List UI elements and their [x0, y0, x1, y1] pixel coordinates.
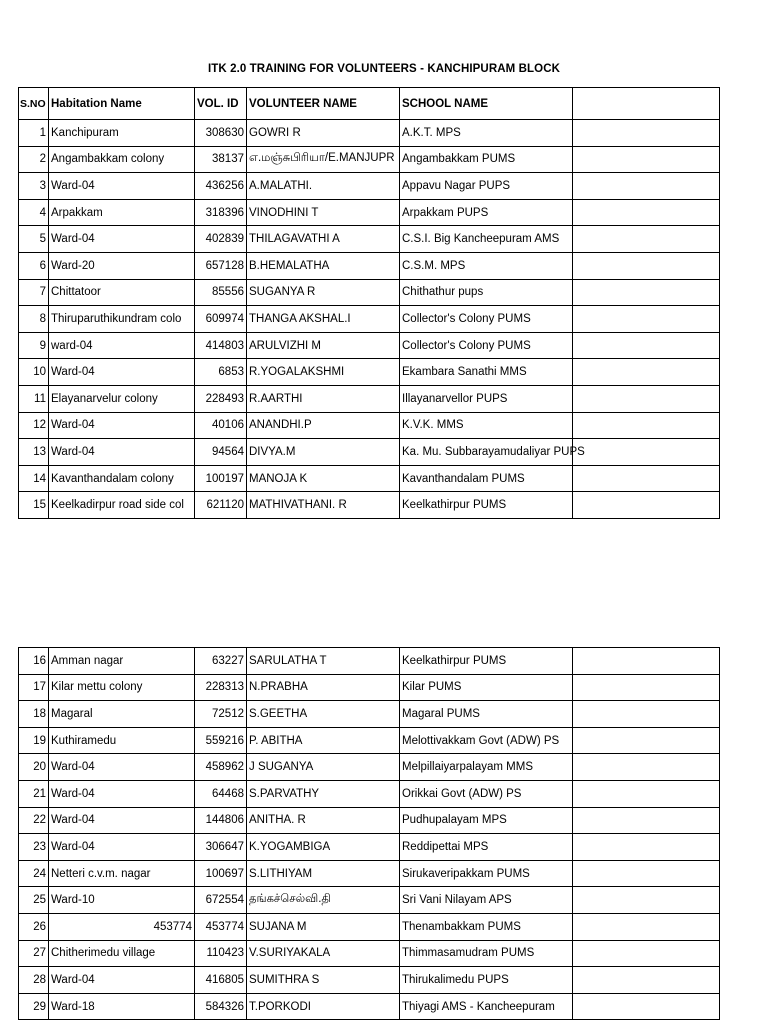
cell-extra	[573, 359, 720, 386]
cell-habitation: Kavanthandalam colony	[49, 465, 195, 492]
cell-habitation: Amman nagar	[49, 648, 195, 675]
cell-school-name: Magaral PUMS	[400, 701, 573, 728]
cell-vol-id: 100697	[195, 860, 247, 887]
cell-school-name: Thiyagi AMS - Kancheepuram	[400, 993, 573, 1020]
table-row	[19, 887, 720, 914]
cell-school-name: Thenambakkam PUMS	[400, 913, 573, 940]
cell-vol-id: 100197	[195, 465, 247, 492]
cell-volunteer-name: S.GEETHA	[247, 701, 400, 728]
header-sno: S.NO	[19, 88, 49, 120]
cell-volunteer-name: S.LITHIYAM	[247, 860, 400, 887]
cell-school-name: Kavanthandalam PUMS	[400, 465, 573, 492]
cell-habitation: 453774	[49, 913, 195, 940]
cell-school-name: Sri Vani Nilayam APS	[400, 887, 573, 914]
cell-vol-id: 38137	[195, 146, 247, 173]
table-row	[19, 807, 720, 834]
table-row	[19, 834, 720, 861]
cell-extra	[573, 385, 720, 412]
header-extra	[573, 88, 720, 120]
cell-extra	[573, 807, 720, 834]
cell-habitation: Thiruparuthikundram colo	[49, 306, 195, 333]
table-row	[19, 940, 720, 967]
cell-vol-id: 110423	[195, 940, 247, 967]
cell-volunteer-name: THILAGAVATHI A	[247, 226, 400, 253]
cell-school-name: Keelkathirpur PUMS	[400, 648, 573, 675]
cell-vol-id: 436256	[195, 173, 247, 200]
cell-habitation: Netteri c.v.m. nagar	[49, 860, 195, 887]
table-row	[19, 252, 720, 279]
cell-sno: 25	[19, 887, 49, 914]
cell-vol-id: 306647	[195, 834, 247, 861]
cell-vol-id: 402839	[195, 226, 247, 253]
cell-sno: 3	[19, 173, 49, 200]
table-header-row	[19, 88, 720, 120]
cell-sno: 29	[19, 993, 49, 1020]
table-row	[19, 993, 720, 1020]
cell-habitation: Chittatoor	[49, 279, 195, 306]
cell-extra	[573, 226, 720, 253]
cell-volunteer-name: SUGANYA R	[247, 279, 400, 306]
cell-sno: 24	[19, 860, 49, 887]
cell-vol-id: 64468	[195, 780, 247, 807]
cell-sno: 4	[19, 199, 49, 226]
table-row	[19, 226, 720, 253]
cell-volunteer-name: DIVYA.M	[247, 439, 400, 466]
cell-school-name: Collector's Colony PUMS	[400, 306, 573, 333]
cell-extra	[573, 412, 720, 439]
cell-school-name: Reddipettai MPS	[400, 834, 573, 861]
header-volunteer-name: VOLUNTEER NAME	[247, 88, 400, 120]
cell-sno: 18	[19, 701, 49, 728]
cell-school-name: Collector's Colony PUMS	[400, 332, 573, 359]
table-row	[19, 492, 720, 519]
cell-sno: 2	[19, 146, 49, 173]
cell-habitation: Ward-04	[49, 754, 195, 781]
table-row	[19, 146, 720, 173]
cell-sno: 27	[19, 940, 49, 967]
table-row	[19, 780, 720, 807]
cell-vol-id: 318396	[195, 199, 247, 226]
cell-extra	[573, 332, 720, 359]
cell-school-name: C.S.I. Big Kancheepuram AMS	[400, 226, 573, 253]
cell-vol-id: 228313	[195, 674, 247, 701]
cell-volunteer-name: MATHIVATHANI. R	[247, 492, 400, 519]
cell-sno: 20	[19, 754, 49, 781]
table-row	[19, 674, 720, 701]
table-row	[19, 727, 720, 754]
cell-school-name: Ekambara Sanathi MMS	[400, 359, 573, 386]
table-row	[19, 913, 720, 940]
cell-school-name: Keelkathirpur PUMS	[400, 492, 573, 519]
cell-habitation: Kuthiramedu	[49, 727, 195, 754]
cell-extra	[573, 492, 720, 519]
cell-vol-id: 85556	[195, 279, 247, 306]
cell-vol-id: 40106	[195, 412, 247, 439]
cell-volunteer-name: A.MALATHI.	[247, 173, 400, 200]
cell-sno: 13	[19, 439, 49, 466]
cell-vol-id: 416805	[195, 967, 247, 994]
cell-volunteer-name: SARULATHA T	[247, 648, 400, 675]
table-row	[19, 439, 720, 466]
table-row	[19, 173, 720, 200]
cell-sno: 1	[19, 120, 49, 147]
cell-volunteer-name: R.YOGALAKSHMI	[247, 359, 400, 386]
cell-sno: 8	[19, 306, 49, 333]
cell-habitation: Ward-04	[49, 967, 195, 994]
cell-habitation: Arpakkam	[49, 199, 195, 226]
volunteer-table-1	[18, 87, 720, 519]
cell-school-name: Pudhupalayam MPS	[400, 807, 573, 834]
cell-habitation: Keelkadirpur road side col	[49, 492, 195, 519]
cell-sno: 5	[19, 226, 49, 253]
cell-school-name: Melottivakkam Govt (ADW) PS	[400, 727, 573, 754]
page-title: ITK 2.0 TRAINING FOR VOLUNTEERS - KANCHIPURAM BLOCK	[207, 63, 561, 75]
table-row	[19, 412, 720, 439]
table-row	[19, 279, 720, 306]
cell-sno: 28	[19, 967, 49, 994]
cell-vol-id: 144806	[195, 807, 247, 834]
cell-habitation: Ward-04	[49, 412, 195, 439]
cell-school-name: K.V.K. MMS	[400, 412, 573, 439]
cell-habitation: Ward-04	[49, 173, 195, 200]
cell-habitation: Ward-04	[49, 834, 195, 861]
cell-habitation: Angambakkam colony	[49, 146, 195, 173]
cell-school-name: Thimmasamudram PUMS	[400, 940, 573, 967]
cell-school-name: Ka. Mu. Subbarayamudaliyar PUPS	[400, 439, 573, 466]
cell-school-name: Thirukalimedu PUPS	[400, 967, 573, 994]
cell-volunteer-name: J SUGANYA	[247, 754, 400, 781]
table-row	[19, 648, 720, 675]
cell-vol-id: 559216	[195, 727, 247, 754]
cell-vol-id: 228493	[195, 385, 247, 412]
cell-volunteer-name: S.PARVATHY	[247, 780, 400, 807]
volunteer-table-2	[18, 647, 720, 1020]
cell-volunteer-name: VINODHINI T	[247, 199, 400, 226]
cell-extra	[573, 967, 720, 994]
cell-school-name: Kilar PUMS	[400, 674, 573, 701]
cell-volunteer-name: B.HEMALATHA	[247, 252, 400, 279]
cell-volunteer-name: ANANDHI.P	[247, 412, 400, 439]
cell-sno: 6	[19, 252, 49, 279]
cell-habitation: Magaral	[49, 701, 195, 728]
cell-extra	[573, 279, 720, 306]
cell-extra	[573, 860, 720, 887]
cell-vol-id: 458962	[195, 754, 247, 781]
cell-habitation: Ward-18	[49, 993, 195, 1020]
table-row	[19, 120, 720, 147]
cell-sno: 22	[19, 807, 49, 834]
cell-sno: 7	[19, 279, 49, 306]
cell-volunteer-name: P. ABITHA	[247, 727, 400, 754]
cell-extra	[573, 439, 720, 466]
cell-volunteer-name: MANOJA K	[247, 465, 400, 492]
cell-sno: 15	[19, 492, 49, 519]
cell-volunteer-name: SUJANA M	[247, 913, 400, 940]
cell-extra	[573, 754, 720, 781]
cell-volunteer-name: எ.மஞ்சுபிரியா/E.MANJUPR	[247, 146, 400, 173]
cell-school-name: A.K.T. MPS	[400, 120, 573, 147]
cell-school-name: Chithathur pups	[400, 279, 573, 306]
cell-extra	[573, 780, 720, 807]
cell-sno: 23	[19, 834, 49, 861]
cell-volunteer-name: THANGA AKSHAL.I	[247, 306, 400, 333]
cell-sno: 26	[19, 913, 49, 940]
cell-volunteer-name: K.YOGAMBIGA	[247, 834, 400, 861]
cell-extra	[573, 120, 720, 147]
cell-habitation: Ward-04	[49, 226, 195, 253]
cell-habitation: Ward-04	[49, 807, 195, 834]
cell-sno: 9	[19, 332, 49, 359]
cell-vol-id: 657128	[195, 252, 247, 279]
cell-extra	[573, 648, 720, 675]
cell-vol-id: 584326	[195, 993, 247, 1020]
cell-extra	[573, 674, 720, 701]
cell-extra	[573, 465, 720, 492]
cell-sno: 14	[19, 465, 49, 492]
cell-volunteer-name: ANITHA. R	[247, 807, 400, 834]
cell-school-name: Arpakkam PUPS	[400, 199, 573, 226]
cell-sno: 16	[19, 648, 49, 675]
cell-volunteer-name: R.AARTHI	[247, 385, 400, 412]
table-row	[19, 332, 720, 359]
cell-habitation: Ward-04	[49, 439, 195, 466]
cell-vol-id: 609974	[195, 306, 247, 333]
cell-habitation: ward-04	[49, 332, 195, 359]
cell-extra	[573, 173, 720, 200]
cell-sno: 19	[19, 727, 49, 754]
cell-extra	[573, 913, 720, 940]
cell-vol-id: 94564	[195, 439, 247, 466]
cell-sno: 17	[19, 674, 49, 701]
cell-vol-id: 621120	[195, 492, 247, 519]
cell-school-name: Appavu Nagar PUPS	[400, 173, 573, 200]
cell-extra	[573, 701, 720, 728]
cell-habitation: Chitherimedu village	[49, 940, 195, 967]
cell-school-name: Orikkai Govt (ADW) PS	[400, 780, 573, 807]
cell-extra	[573, 940, 720, 967]
cell-vol-id: 72512	[195, 701, 247, 728]
cell-extra	[573, 993, 720, 1020]
cell-volunteer-name: ARULVIZHI M	[247, 332, 400, 359]
cell-extra	[573, 252, 720, 279]
cell-habitation: Ward-04	[49, 359, 195, 386]
cell-sno: 12	[19, 412, 49, 439]
cell-habitation: Elayanarvelur colony	[49, 385, 195, 412]
table-row	[19, 385, 720, 412]
table-row	[19, 199, 720, 226]
cell-school-name: C.S.M. MPS	[400, 252, 573, 279]
cell-school-name: Melpillaiyarpalayam MMS	[400, 754, 573, 781]
cell-volunteer-name: N.PRABHA	[247, 674, 400, 701]
cell-vol-id: 308630	[195, 120, 247, 147]
table-row	[19, 465, 720, 492]
cell-vol-id: 63227	[195, 648, 247, 675]
cell-vol-id: 6853	[195, 359, 247, 386]
cell-extra	[573, 146, 720, 173]
cell-volunteer-name: SUMITHRA S	[247, 967, 400, 994]
cell-vol-id: 672554	[195, 887, 247, 914]
cell-habitation: Ward-10	[49, 887, 195, 914]
cell-sno: 21	[19, 780, 49, 807]
cell-volunteer-name: V.SURIYAKALA	[247, 940, 400, 967]
cell-vol-id: 453774	[195, 913, 247, 940]
header-vol-id: VOL. ID	[195, 88, 247, 120]
table-row	[19, 701, 720, 728]
cell-extra	[573, 199, 720, 226]
table-row	[19, 860, 720, 887]
cell-school-name: Illayanarvellor PUPS	[400, 385, 573, 412]
cell-extra	[573, 887, 720, 914]
table-row	[19, 306, 720, 333]
header-school-name: SCHOOL NAME	[400, 88, 573, 120]
cell-extra	[573, 727, 720, 754]
cell-habitation: Kanchipuram	[49, 120, 195, 147]
cell-sno: 10	[19, 359, 49, 386]
cell-habitation: Ward-20	[49, 252, 195, 279]
cell-volunteer-name: T.PORKODI	[247, 993, 400, 1020]
table-row	[19, 754, 720, 781]
header-habitation: Habitation Name	[49, 88, 195, 120]
cell-habitation: Kilar mettu colony	[49, 674, 195, 701]
cell-sno: 11	[19, 385, 49, 412]
table-row	[19, 359, 720, 386]
cell-habitation: Ward-04	[49, 780, 195, 807]
cell-school-name: Sirukaveripakkam PUMS	[400, 860, 573, 887]
cell-vol-id: 414803	[195, 332, 247, 359]
cell-extra	[573, 306, 720, 333]
cell-volunteer-name: தங்கச்செல்வி.தி	[247, 887, 400, 914]
cell-school-name: Angambakkam PUMS	[400, 146, 573, 173]
cell-volunteer-name: GOWRI R	[247, 120, 400, 147]
cell-extra	[573, 834, 720, 861]
table-row	[19, 967, 720, 994]
